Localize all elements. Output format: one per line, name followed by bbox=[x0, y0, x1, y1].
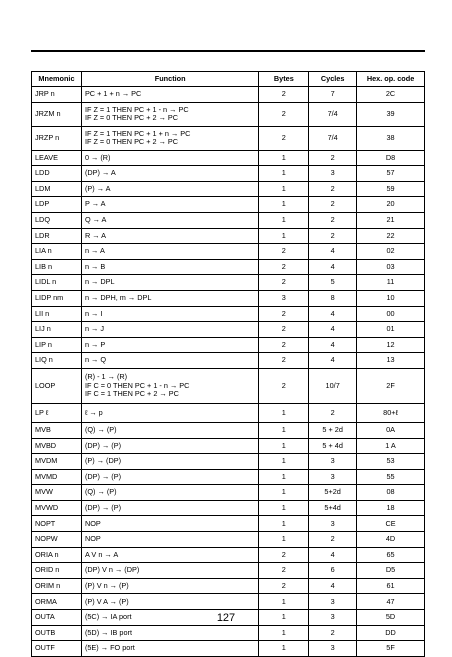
header-rule bbox=[31, 50, 425, 52]
cell-hex-op-code: 01 bbox=[357, 322, 425, 338]
cell-cycles: 2 bbox=[309, 181, 357, 197]
function-line: n → A bbox=[84, 246, 105, 256]
cell-function bbox=[81, 516, 258, 532]
cell-function bbox=[81, 102, 258, 126]
table-row bbox=[32, 290, 425, 306]
cell-mnemonic: ORID n bbox=[32, 563, 82, 579]
table-row bbox=[32, 181, 425, 197]
cell-cycles: 4 bbox=[309, 547, 357, 563]
function-line: (DP) V n → (DP) bbox=[84, 565, 140, 575]
cell-hex-op-code: 00 bbox=[357, 306, 425, 322]
table-row bbox=[32, 532, 425, 548]
cell-cycles: 3 bbox=[309, 610, 357, 626]
table-row bbox=[32, 422, 425, 438]
cell-cycles: 5 + 2d bbox=[309, 422, 357, 438]
cell-cycles: 3 bbox=[309, 454, 357, 470]
cell-hex-op-code: 13 bbox=[357, 353, 425, 369]
cell-function bbox=[81, 322, 258, 338]
page-number: 127 bbox=[216, 612, 236, 624]
cell-bytes: 1 bbox=[259, 625, 309, 641]
cell-hex-op-code: 53 bbox=[357, 454, 425, 470]
cell-bytes: 2 bbox=[259, 244, 309, 260]
cell-bytes: 1 bbox=[259, 228, 309, 244]
cell-function bbox=[81, 532, 258, 548]
cell-mnemonic: MVDM bbox=[32, 454, 82, 470]
cell-hex-op-code: 11 bbox=[357, 275, 425, 291]
cell-cycles: 7 bbox=[309, 87, 357, 103]
cell-cycles: 7/4 bbox=[309, 126, 357, 150]
cell-function bbox=[81, 625, 258, 641]
table-row bbox=[32, 641, 425, 657]
cell-function bbox=[81, 290, 258, 306]
cell-hex-op-code: 18 bbox=[357, 500, 425, 516]
function-line: Q → A bbox=[84, 215, 107, 225]
cell-hex-op-code: 10 bbox=[357, 290, 425, 306]
cell-mnemonic: LP ℓ bbox=[32, 403, 82, 422]
cell-bytes: 1 bbox=[259, 166, 309, 182]
cell-cycles: 3 bbox=[309, 469, 357, 485]
cell-mnemonic: MVB bbox=[32, 422, 82, 438]
cell-bytes: 1 bbox=[259, 594, 309, 610]
cell-mnemonic: ORIM n bbox=[32, 578, 82, 594]
cell-mnemonic: LDP bbox=[32, 197, 82, 213]
cell-hex-op-code: 12 bbox=[357, 337, 425, 353]
cell-bytes: 2 bbox=[259, 368, 309, 403]
cell-mnemonic: OUTB bbox=[32, 625, 82, 641]
cell-hex-op-code: 61 bbox=[357, 578, 425, 594]
function-line: (5E) → FO port bbox=[84, 643, 135, 653]
cell-bytes: 2 bbox=[259, 578, 309, 594]
cell-mnemonic: LDM bbox=[32, 181, 82, 197]
cell-function bbox=[81, 197, 258, 213]
header-cycles: Cycles bbox=[309, 72, 357, 87]
table-row bbox=[32, 150, 425, 166]
function-line: IF Z = 1 THEN PC + 1 + n → PC bbox=[84, 128, 191, 138]
cell-cycles: 2 bbox=[309, 197, 357, 213]
function-line: NOP bbox=[84, 534, 101, 544]
cell-bytes: 2 bbox=[259, 337, 309, 353]
cell-hex-op-code: 1 A bbox=[357, 438, 425, 454]
table-row bbox=[32, 166, 425, 182]
table-row bbox=[32, 469, 425, 485]
cell-mnemonic: JRP n bbox=[32, 87, 82, 103]
function-line: P → A bbox=[84, 199, 106, 209]
cell-hex-op-code: 08 bbox=[357, 485, 425, 501]
cell-bytes: 1 bbox=[259, 212, 309, 228]
function-line: n → J bbox=[84, 324, 104, 334]
cell-bytes: 1 bbox=[259, 454, 309, 470]
function-line: (DP) → (P) bbox=[84, 502, 122, 512]
cell-hex-op-code: 80+ℓ bbox=[357, 403, 425, 422]
function-line: IF C = 0 THEN PC + 1 - n → PC bbox=[84, 380, 190, 390]
cell-hex-op-code: 5D bbox=[357, 610, 425, 626]
function-line: (5C) → IA port bbox=[84, 612, 132, 622]
cell-bytes: 2 bbox=[259, 275, 309, 291]
cell-mnemonic: LEAVE bbox=[32, 150, 82, 166]
cell-cycles: 5 + 4d bbox=[309, 438, 357, 454]
cell-bytes: 1 bbox=[259, 438, 309, 454]
cell-mnemonic: LII n bbox=[32, 306, 82, 322]
cell-hex-op-code: 2C bbox=[357, 87, 425, 103]
cell-function bbox=[81, 469, 258, 485]
table-row bbox=[32, 353, 425, 369]
header-hex-op-code: Hex. op. code bbox=[357, 72, 425, 87]
table-row bbox=[32, 438, 425, 454]
cell-cycles: 4 bbox=[309, 306, 357, 322]
table-row bbox=[32, 275, 425, 291]
function-line: (P) V A → (P) bbox=[84, 596, 129, 606]
cell-bytes: 2 bbox=[259, 306, 309, 322]
function-line: (DP) → A bbox=[84, 168, 116, 178]
function-line: n → P bbox=[84, 339, 106, 349]
function-line: A V n → A bbox=[84, 549, 119, 559]
cell-function bbox=[81, 438, 258, 454]
cell-bytes: 1 bbox=[259, 181, 309, 197]
cell-function bbox=[81, 212, 258, 228]
cell-bytes: 2 bbox=[259, 563, 309, 579]
cell-function bbox=[81, 454, 258, 470]
cell-bytes: 2 bbox=[259, 547, 309, 563]
table-row bbox=[32, 259, 425, 275]
cell-bytes: 2 bbox=[259, 102, 309, 126]
cell-cycles: 2 bbox=[309, 532, 357, 548]
cell-function bbox=[81, 150, 258, 166]
table-row bbox=[32, 244, 425, 260]
function-line: n → I bbox=[84, 308, 103, 318]
cell-cycles: 4 bbox=[309, 244, 357, 260]
cell-function bbox=[81, 485, 258, 501]
cell-mnemonic: LIJ n bbox=[32, 322, 82, 338]
table-row bbox=[32, 594, 425, 610]
function-line: R → A bbox=[84, 230, 107, 240]
function-line: (P) → (DP) bbox=[84, 456, 122, 466]
cell-bytes: 1 bbox=[259, 469, 309, 485]
cell-cycles: 3 bbox=[309, 166, 357, 182]
table-row bbox=[32, 578, 425, 594]
function-line: n → DPL bbox=[84, 277, 115, 287]
function-line: (P) V n → (P) bbox=[84, 580, 129, 590]
cell-hex-op-code: 38 bbox=[357, 126, 425, 150]
function-line: 0 → (R) bbox=[84, 152, 111, 162]
cell-function bbox=[81, 166, 258, 182]
cell-function bbox=[81, 578, 258, 594]
cell-mnemonic: LDR bbox=[32, 228, 82, 244]
table-row bbox=[32, 516, 425, 532]
function-line: n → B bbox=[84, 261, 106, 271]
cell-cycles: 3 bbox=[309, 641, 357, 657]
function-line: (Q) → (P) bbox=[84, 425, 117, 434]
cell-bytes: 1 bbox=[259, 516, 309, 532]
cell-cycles: 2 bbox=[309, 403, 357, 422]
table-row bbox=[32, 337, 425, 353]
table-row bbox=[32, 485, 425, 501]
cell-hex-op-code: CE bbox=[357, 516, 425, 532]
cell-bytes: 1 bbox=[259, 485, 309, 501]
cell-mnemonic: MVBD bbox=[32, 438, 82, 454]
table-row bbox=[32, 625, 425, 641]
function-line: IF Z = 0 THEN PC + 2 → PC bbox=[84, 137, 179, 147]
cell-bytes: 2 bbox=[259, 353, 309, 369]
cell-hex-op-code: 5F bbox=[357, 641, 425, 657]
cell-mnemonic: LDD bbox=[32, 166, 82, 182]
table-row bbox=[32, 322, 425, 338]
cell-cycles: 8 bbox=[309, 290, 357, 306]
cell-bytes: 2 bbox=[259, 87, 309, 103]
table-row bbox=[32, 368, 425, 403]
table-row bbox=[32, 306, 425, 322]
table-row bbox=[32, 403, 425, 422]
cell-function bbox=[81, 403, 258, 422]
table-row bbox=[32, 212, 425, 228]
function-line: IF C = 1 THEN PC + 2 → PC bbox=[84, 389, 179, 399]
cell-mnemonic: NOPW bbox=[32, 532, 82, 548]
instruction-table bbox=[31, 71, 425, 657]
cell-function bbox=[81, 244, 258, 260]
cell-bytes: 1 bbox=[259, 532, 309, 548]
cell-hex-op-code: 02 bbox=[357, 244, 425, 260]
cell-cycles: 5+4d bbox=[309, 500, 357, 516]
cell-cycles: 10/7 bbox=[309, 368, 357, 403]
cell-hex-op-code: 55 bbox=[357, 469, 425, 485]
cell-function bbox=[81, 87, 258, 103]
table-header-row bbox=[32, 72, 425, 87]
cell-mnemonic: LIDP nm bbox=[32, 290, 82, 306]
cell-bytes: 3 bbox=[259, 290, 309, 306]
cell-hex-op-code: 20 bbox=[357, 197, 425, 213]
cell-cycles: 3 bbox=[309, 594, 357, 610]
cell-mnemonic: JRZM n bbox=[32, 102, 82, 126]
table-row bbox=[32, 547, 425, 563]
cell-function bbox=[81, 563, 258, 579]
cell-function bbox=[81, 594, 258, 610]
function-line: (P) → A bbox=[84, 183, 111, 193]
table-row bbox=[32, 197, 425, 213]
cell-mnemonic: NOPT bbox=[32, 516, 82, 532]
cell-mnemonic: OUTA bbox=[32, 610, 82, 626]
cell-cycles: 4 bbox=[309, 353, 357, 369]
cell-hex-op-code: 39 bbox=[357, 102, 425, 126]
cell-mnemonic: LOOP bbox=[32, 368, 82, 403]
table-body bbox=[32, 87, 425, 657]
table-row bbox=[32, 563, 425, 579]
cell-cycles: 4 bbox=[309, 322, 357, 338]
cell-hex-op-code: DD bbox=[357, 625, 425, 641]
cell-mnemonic: LIDL n bbox=[32, 275, 82, 291]
cell-mnemonic: LIP n bbox=[32, 337, 82, 353]
cell-cycles: 2 bbox=[309, 212, 357, 228]
cell-function bbox=[81, 275, 258, 291]
cell-function bbox=[81, 353, 258, 369]
cell-mnemonic: LIB n bbox=[32, 259, 82, 275]
cell-mnemonic: LIQ n bbox=[32, 353, 82, 369]
cell-mnemonic: LDQ bbox=[32, 212, 82, 228]
function-line: IF Z = 1 THEN PC + 1 - n → PC bbox=[84, 104, 189, 114]
cell-hex-op-code: 65 bbox=[357, 547, 425, 563]
cell-bytes: 1 bbox=[259, 641, 309, 657]
table-row bbox=[32, 102, 425, 126]
cell-function bbox=[81, 181, 258, 197]
cell-hex-op-code: D8 bbox=[357, 150, 425, 166]
cell-hex-op-code: 21 bbox=[357, 212, 425, 228]
cell-mnemonic: MVWD bbox=[32, 500, 82, 516]
cell-function bbox=[81, 422, 258, 438]
cell-bytes: 2 bbox=[259, 259, 309, 275]
cell-cycles: 3 bbox=[309, 516, 357, 532]
cell-mnemonic: ORMA bbox=[32, 594, 82, 610]
cell-function bbox=[81, 228, 258, 244]
table-row bbox=[32, 454, 425, 470]
table-row bbox=[32, 87, 425, 103]
cell-mnemonic: LIA n bbox=[32, 244, 82, 260]
cell-mnemonic: ORIA n bbox=[32, 547, 82, 563]
cell-hex-op-code: 0A bbox=[357, 422, 425, 438]
function-line: PC + 1 + n → PC bbox=[84, 89, 142, 99]
cell-cycles: 5+2d bbox=[309, 485, 357, 501]
cell-bytes: 1 bbox=[259, 197, 309, 213]
cell-cycles: 2 bbox=[309, 228, 357, 244]
cell-cycles: 2 bbox=[309, 150, 357, 166]
cell-function bbox=[81, 306, 258, 322]
cell-bytes: 2 bbox=[259, 126, 309, 150]
cell-hex-op-code: 4D bbox=[357, 532, 425, 548]
cell-function bbox=[81, 641, 258, 657]
function-line: n → DPH, m → DPL bbox=[84, 293, 152, 303]
cell-mnemonic: OUTF bbox=[32, 641, 82, 657]
function-line: (5D) → IB port bbox=[84, 627, 132, 637]
cell-bytes: 1 bbox=[259, 610, 309, 626]
table-row bbox=[32, 228, 425, 244]
cell-cycles: 7/4 bbox=[309, 102, 357, 126]
function-line: (Q) → (P) bbox=[84, 487, 117, 497]
cell-cycles: 4 bbox=[309, 259, 357, 275]
function-line: (DP) → (P) bbox=[84, 471, 122, 481]
cell-hex-op-code: 03 bbox=[357, 259, 425, 275]
cell-bytes: 1 bbox=[259, 500, 309, 516]
function-line: n → Q bbox=[84, 355, 107, 365]
cell-function bbox=[81, 547, 258, 563]
cell-hex-op-code: D5 bbox=[357, 563, 425, 579]
cell-bytes: 2 bbox=[259, 322, 309, 338]
header-bytes: Bytes bbox=[259, 72, 309, 87]
table-row bbox=[32, 500, 425, 516]
cell-hex-op-code: 59 bbox=[357, 181, 425, 197]
cell-function bbox=[81, 500, 258, 516]
cell-cycles: 4 bbox=[309, 578, 357, 594]
cell-cycles: 6 bbox=[309, 563, 357, 579]
cell-function bbox=[81, 126, 258, 150]
cell-mnemonic: MVMD bbox=[32, 469, 82, 485]
cell-hex-op-code: 57 bbox=[357, 166, 425, 182]
cell-bytes: 1 bbox=[259, 422, 309, 438]
cell-hex-op-code: 22 bbox=[357, 228, 425, 244]
table-row bbox=[32, 126, 425, 150]
cell-cycles: 4 bbox=[309, 337, 357, 353]
function-line: (R) - 1 → (R) bbox=[84, 372, 128, 382]
cell-bytes: 1 bbox=[259, 403, 309, 422]
function-line: (DP) → (P) bbox=[84, 440, 122, 450]
cell-bytes: 1 bbox=[259, 150, 309, 166]
cell-cycles: 2 bbox=[309, 625, 357, 641]
function-line: ℓ → p bbox=[84, 407, 103, 417]
cell-cycles: 5 bbox=[309, 275, 357, 291]
header-mnemonic: Mnemonic bbox=[32, 72, 82, 87]
cell-hex-op-code: 2F bbox=[357, 368, 425, 403]
header-function: Function bbox=[81, 72, 258, 87]
cell-hex-op-code: 47 bbox=[357, 594, 425, 610]
cell-mnemonic: JRZP n bbox=[32, 126, 82, 150]
cell-function bbox=[81, 337, 258, 353]
function-line: NOP bbox=[84, 518, 101, 528]
cell-function bbox=[81, 259, 258, 275]
function-line: IF Z = 0 THEN PC + 2 → PC bbox=[84, 113, 179, 123]
cell-function bbox=[81, 368, 258, 403]
cell-mnemonic: MVW bbox=[32, 485, 82, 501]
